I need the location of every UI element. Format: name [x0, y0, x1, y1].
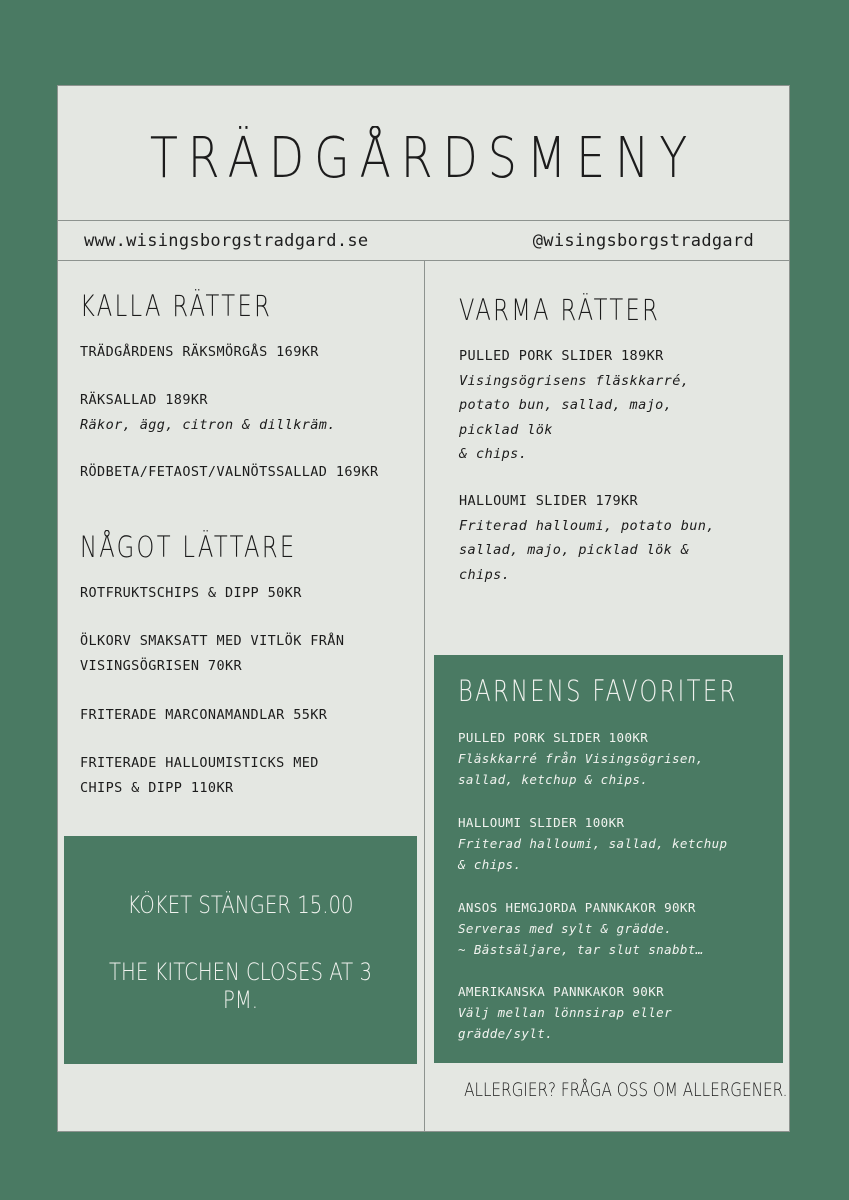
heading-kalla-ratter: KALLA RÄTTER	[80, 289, 273, 323]
item-description: Serveras med sylt & grädde. ~ Bästsäljare, tar slut snabbt…	[458, 921, 704, 957]
item-description: Friterad halloumi, potato bun, sallad, majo, picklad lök & chips.	[459, 517, 715, 583]
menu-item	[80, 751, 319, 800]
menu-item	[459, 489, 715, 587]
item-description: Räkor, ägg, citron & dillkräm.	[80, 416, 336, 433]
item-name: RÄKSALLAD 189KR	[80, 392, 208, 408]
item-name: TRÄDGÅRDENS RÄKSMÖRGÅS 169KR	[80, 344, 319, 360]
item-description: Välj mellan lönnsirap eller grädde/sylt.	[458, 1005, 672, 1041]
menu-item	[458, 897, 704, 960]
item-description: Friterad halloumi, sallad, ketchup & chips.	[458, 836, 728, 872]
kids-menu-box	[434, 655, 783, 1063]
menu-item	[458, 981, 672, 1044]
menu-item	[80, 340, 319, 365]
item-name: ÖLKORV SMAKSATT MED VITLÖK FRÅN VISINGSÖGRISEN 70KR	[80, 633, 345, 674]
menu-item	[458, 812, 727, 875]
item-name: HALLOUMI SLIDER 100KR	[458, 815, 625, 830]
item-name: ANSOS HEMGJORDA PANNKAKOR 90KR	[458, 900, 696, 915]
heading-nagot-lattare: NÅGOT LÄTTARE	[80, 530, 297, 564]
item-description: Fläskkarré från Visingsögrisen, sallad, ketchup & chips.	[458, 751, 704, 787]
menu-card	[57, 85, 790, 1132]
item-name: FRITERADE MARCONAMANDLAR 55KR	[80, 707, 328, 723]
header-divider	[58, 220, 789, 221]
menu-item	[80, 703, 327, 728]
item-name: AMERIKANSKA PANNKAKOR 90KR	[458, 984, 665, 999]
kitchen-closing-box	[64, 836, 417, 1064]
menu-item	[80, 629, 344, 678]
item-name: RÖDBETA/FETAOST/VALNÖTSSALLAD 169KR	[80, 464, 379, 480]
item-name: PULLED PORK SLIDER 100KR	[458, 730, 649, 745]
menu-item	[80, 460, 378, 485]
item-name: ROTFRUKTSCHIPS & DIPP 50KR	[80, 585, 302, 601]
item-name: PULLED PORK SLIDER 189KR	[459, 348, 664, 364]
menu-item	[458, 727, 704, 790]
heading-varma-ratter: VARMA RÄTTER	[459, 293, 661, 327]
allergy-note: ALLERGIER? FRÅGA OSS OM ALLERGENER.	[464, 1079, 788, 1101]
heading-barnens-favoriter: BARNENS FAVORITER	[458, 674, 738, 708]
menu-item	[459, 344, 689, 467]
item-name: HALLOUMI SLIDER 179KR	[459, 493, 639, 509]
website-link[interactable]: www.wisingsborgstradgard.se	[84, 231, 369, 251]
item-description: Visingsögrisens fläskkarré, potato bun, sallad, majo, picklad lök & chips.	[459, 372, 690, 462]
column-divider	[424, 260, 425, 1131]
item-name: FRITERADE HALLOUMISTICKS MED CHIPS & DIPP 110KR	[80, 755, 319, 796]
menu-item	[80, 388, 336, 437]
menu-item	[80, 581, 302, 606]
closing-time-english: THE KITCHEN CLOSES AT 3 PM.	[109, 958, 372, 1014]
page-title: TRÄDGÅRDSMENY	[149, 126, 698, 191]
closing-time-swedish: KÖKET STÄNGER 15.00	[127, 891, 354, 919]
social-handle[interactable]: @wisingsborgstradgard	[532, 231, 754, 251]
